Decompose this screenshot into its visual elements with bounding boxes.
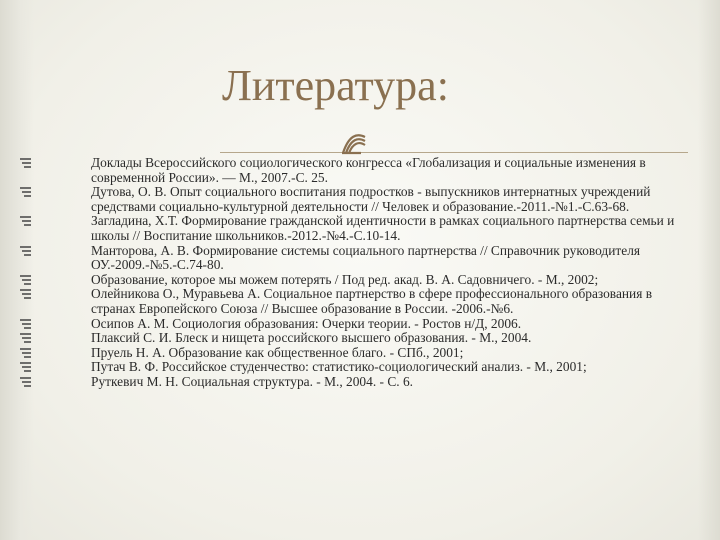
list-bullet-icon: [19, 215, 32, 227]
list-item: [10, 287, 690, 316]
list-bullet-icon: [19, 245, 32, 257]
list-item: [10, 346, 690, 361]
list-bullet-icon: [19, 274, 32, 286]
reference-text: Олейникова О., Муравьева А. Социальное партнерство в сфере профессионального образования в странах Европейского Союза // Высшее образование в России. -2006.-№6.: [91, 286, 653, 316]
list-item: [10, 317, 690, 332]
reference-text: Дутова, О. В. Опыт социального воспитания подростков - выпускников интернатных учреждений средствами социально-культурной деятельности // Человек и образование.-2011.-№1.-С.63-68.: [91, 184, 651, 214]
reference-text: Путач В. Ф. Российское студенчество: статистико-социологический анализ. - М., 2001;: [91, 359, 587, 375]
reference-text: Пруель Н. А. Образование как общественное благо. - СПб., 2001;: [91, 344, 464, 360]
list-item: [10, 273, 690, 288]
reference-text: Доклады Всероссийского социологического конгресса «Глобализация и социальные изменения в современной России». — М., 2007.-С. 25.: [91, 155, 646, 185]
reference-text: Манторова, А. В. Формирование системы социального партнерства // Справочник руководителя ОУ.-2009.-№5.-С.74-80.: [91, 242, 641, 273]
reference-list: [10, 156, 690, 390]
list-bullet-icon: [19, 318, 32, 330]
list-item: [10, 244, 690, 273]
list-item: [10, 185, 690, 214]
list-item: [10, 214, 690, 243]
list-item: [10, 375, 690, 390]
title-divider: [220, 152, 688, 153]
list-bullet-icon: [19, 347, 32, 359]
list-item: [10, 360, 690, 375]
reference-text: Образование, которое мы можем потерять / Под ред. акад. В. А. Садовничего. - М., 2002;: [91, 271, 599, 287]
slide-right-edge: [698, 0, 720, 540]
list-bullet-icon: [19, 288, 32, 300]
list-bullet-icon: [19, 186, 32, 198]
reference-text: Плаксий С. И. Блеск и нищета российского высшего образования. - М., 2004.: [91, 330, 532, 346]
list-bullet-icon: [19, 157, 32, 169]
list-bullet-icon: [19, 332, 32, 344]
reference-text: Загладина, Х.Т. Формирование гражданской идентичности в рамках социального партнерства семьи и школы // Воспитание школьников.-2012.-№4.-С.10-14.: [91, 213, 675, 243]
slide-title: Литература:: [222, 61, 449, 110]
list-item: [10, 331, 690, 346]
list-bullet-icon: [19, 361, 32, 373]
reference-text: Осипов А. М. Социология образования: Очерки теории. - Ростов н/Д, 2006.: [91, 315, 522, 331]
list-item: [10, 156, 690, 185]
reference-text: Руткевич М. Н. Социальная структура. - М., 2004. - С. 6.: [91, 373, 413, 389]
list-bullet-icon: [19, 376, 32, 388]
